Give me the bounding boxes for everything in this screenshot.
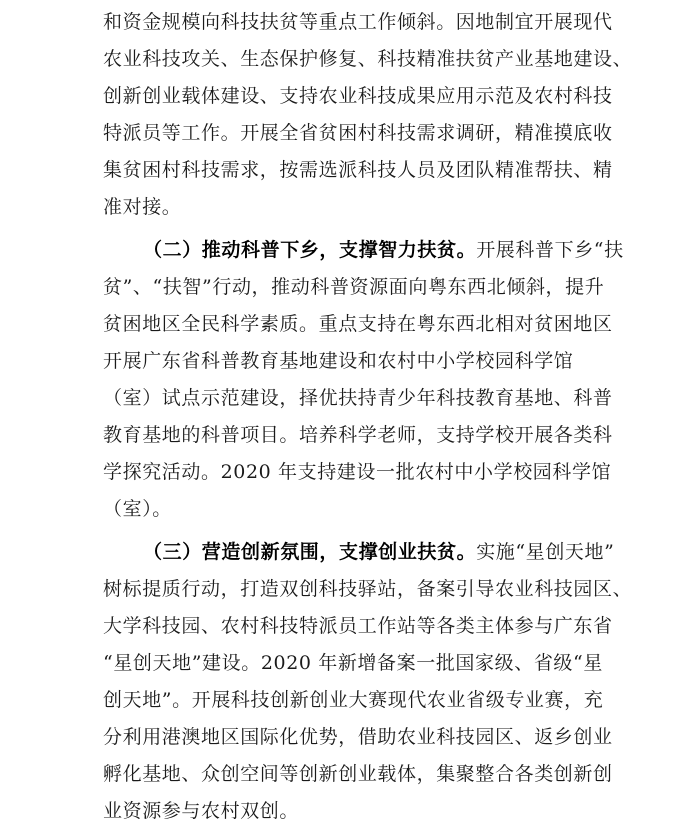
text-line xyxy=(103,534,615,571)
section-heading-2: （二）推动科普下乡，支撑智力扶贫。 xyxy=(143,239,477,261)
text-line: 学探究活动。2020 年支持建设一批农村中小学校园科学馆 xyxy=(103,461,612,483)
paragraph-3 xyxy=(0,534,633,830)
section-heading-3-rest: 实施“星创天地” xyxy=(476,541,615,563)
paragraph-2 xyxy=(0,232,624,528)
text-line xyxy=(103,232,624,269)
text-line: 创新创业载体建设、支持农业科技成果应用示范及农村科技 xyxy=(103,85,613,107)
section-heading-3: （三）营造创新氛围，支撑创业扶贫。 xyxy=(143,541,477,563)
text-line: 贫困地区全民科学素质。重点支持在粤东西北相对贫困地区 xyxy=(103,313,613,335)
text-line: 树标提质行动，打造双创科技驿站，备案引导农业科技园区、 xyxy=(103,578,633,600)
text-line: 贫”、“扶智”行动，推动科普资源面向粤东西北倾斜，提升 xyxy=(103,276,605,298)
text-line: 创天地”。开展科技创新创业大赛现代农业省级专业赛，充 xyxy=(103,689,604,711)
section-heading-2-rest: 开展科普下乡“扶 xyxy=(476,239,624,261)
text-line: 业资源参与农村双创。 xyxy=(103,800,300,822)
text-line: 大学科技园、农村科技特派员工作站等各类主体参与广东省 xyxy=(103,615,613,637)
text-line: 特派员等工作。开展全省贫困村科技需求调研，精准摸底收 xyxy=(103,122,613,144)
text-line: 开展广东省科普教育基地建设和农村中小学校园科学馆 xyxy=(103,350,574,372)
paragraph-1 xyxy=(0,4,633,226)
text-line: 孵化基地、众创空间等创新创业载体，集聚整合各类创新创 xyxy=(103,763,613,785)
text-line: “星创天地”建设。2020 年新增备案一批国家级、省级“星 xyxy=(103,652,603,674)
text-line: 和资金规模向科技扶贫等重点工作倾斜。因地制宜开展现代 xyxy=(103,11,613,33)
text-line: 分利用港澳地区国际化优势，借助农业科技园区、返乡创业 xyxy=(103,726,613,748)
text-line: 集贫困村科技需求，按需选派科技人员及团队精准帮扶、精 xyxy=(103,159,613,181)
text-line: 农业科技攻关、生态保护修复、科技精准扶贫产业基地建设、 xyxy=(103,48,633,70)
text-line: 教育基地的科普项目。培养科学老师，支持学校开展各类科 xyxy=(103,424,613,446)
text-line: 准对接。 xyxy=(103,196,182,218)
text-line: （室）试点示范建设，择优扶持青少年科技教育基地、科普 xyxy=(103,387,613,409)
text-line: （室）。 xyxy=(103,498,172,520)
